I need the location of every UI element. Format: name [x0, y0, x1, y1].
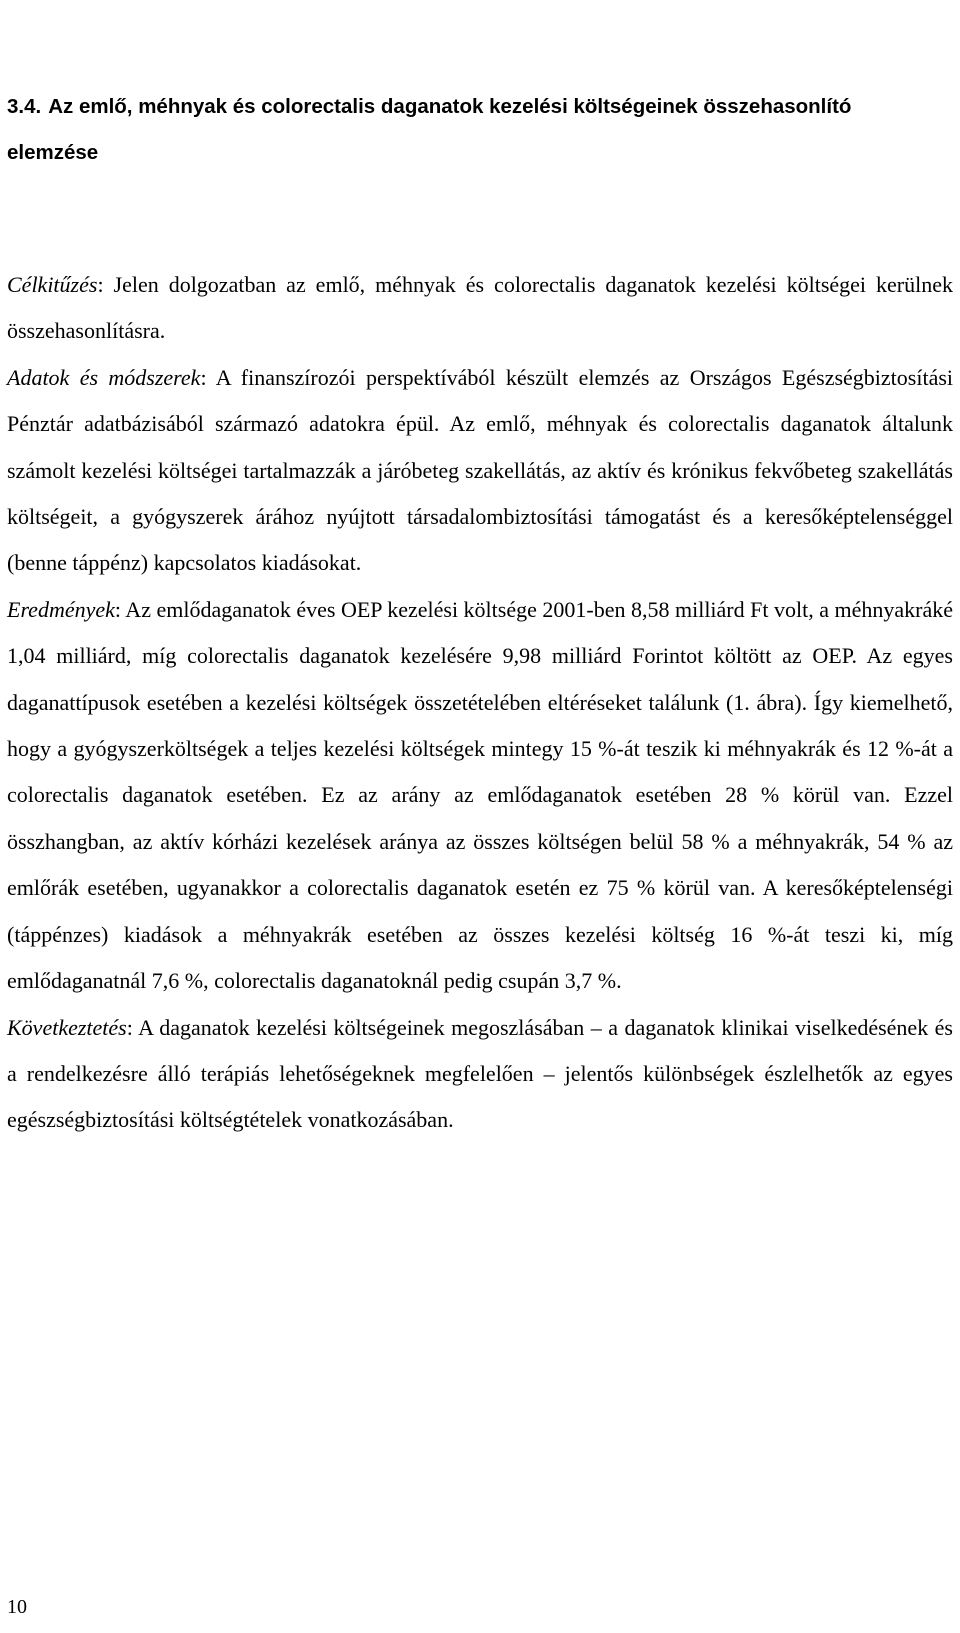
page-number: 10	[7, 1596, 27, 1618]
abstract-paragraph-results	[7, 587, 953, 1005]
abstract-body	[7, 262, 953, 1144]
conclusion-label: Következtetés	[7, 1014, 127, 1040]
abstract-paragraph-conclusion	[7, 1005, 953, 1144]
objective-label: Célkitűzés	[7, 272, 98, 297]
section-title: Az emlő, méhnyak és colorectalis daganatok kezelési költségeinek összehasonlító elemzése	[7, 95, 852, 164]
results-label: Eredmények	[7, 596, 115, 622]
abstract-paragraph-objective	[7, 262, 953, 355]
methods-label: Adatok és módszerek	[7, 364, 201, 390]
conclusion-text: : A daganatok kezelési költségeinek megoszlásában – a daganatok klinikai viselkedésének és a rendelkezésre álló terápiás lehetőségeknek megfelelően – jelentős különbségek észlelhetők az egyes egészségbiztosítási költségtételek vonatkozásában.	[7, 1014, 953, 1133]
objective-text: : Jelen dolgozatban az emlő, méhnyak és colorectalis daganatok kezelési költségei kerülnek összehasonlításra.	[7, 272, 953, 344]
results-text: : Az emlődaganatok éves OEP kezelési költsége 2001-ben 8,58 milliárd Ft volt, a méhnyakráké 1,04 milliárd, míg colorectalis daganatok kezelésére 9,98 milliárd Forintot költött az OEP. Az egyes daganattípusok esetében a kezelési költségek összetételében eltéréseket találunk (1. ábra). Így kiemelhető, hogy a gyógyszerköltségek a teljes kezelési költségek mintegy 15 %-át teszik ki méhnyakrák és 12 %-át a colorectalis daganatok esetében. Ez az arány az emlődaganatok esetében 28 % körül van. Ezzel összhangban, az aktív kórházi kezelések aránya az összes költségen belül 58 % a méhnyakrák, 54 % az emlőrák esetében, ugyanakkor a colorectalis daganatok esetén ez 75 % körül van. A keresőképtelenségi (táppénzes) kiadások a méhnyakrák esetében az összes kezelési költség 16 %-át teszi ki, míg emlődaganatnál 7,6 %, colorectalis daganatoknál pedig csupán 3,7 %.	[7, 596, 953, 994]
section-number: 3.4.	[7, 95, 42, 118]
abstract-paragraph-methods	[7, 355, 953, 587]
section-heading	[7, 84, 947, 176]
methods-text: : A finanszírozói perspektívából készült elemzés az Országos Egészségbiztosítási Pénztár adatbázisából származó adatokra épül. Az emlő, méhnyak és colorectalis daganatok általunk számolt kezelési költségei tartalmazzák a járóbeteg szakellátás, az aktív és krónikus fekvőbeteg szakellátás költségeit, a gyógyszerek árához nyújtott társadalombiztosítási támogatást és a keresőképtelenséggel (benne táppénz) kapcsolatos kiadásokat.	[7, 364, 954, 576]
